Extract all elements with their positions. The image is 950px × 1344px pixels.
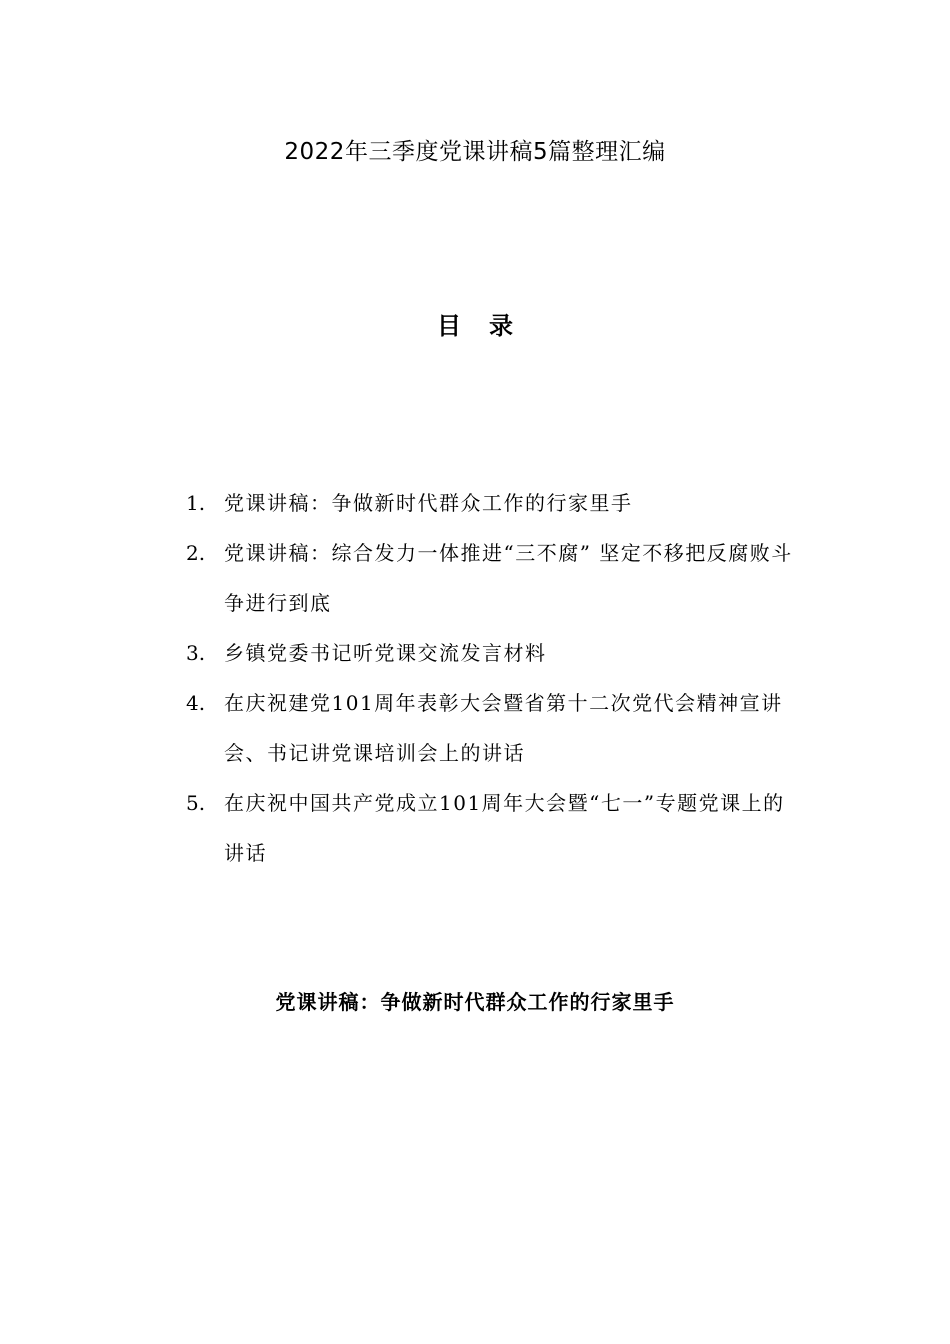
document-title: 2022年三季度党课讲稿5篇整理汇编 xyxy=(284,139,666,165)
toc-item-text: 乡镇党委书记听党课交流发言材料 xyxy=(224,641,547,665)
toc-item-number: 4. xyxy=(186,691,206,715)
toc-item[interactable] xyxy=(186,478,806,528)
table-of-contents xyxy=(186,478,806,878)
toc-item-number: 3. xyxy=(186,641,206,665)
toc-heading: 目录 xyxy=(437,312,541,340)
toc-item-text: 在庆祝建党101周年表彰大会暨省第十二次党代会精神宣讲会、书记讲党课培训会上的讲话 xyxy=(224,691,783,765)
toc-item-text: 在庆祝中国共产党成立101周年大会暨“七一”专题党课上的讲话 xyxy=(224,791,785,865)
toc-item-text: 党课讲稿：综合发力一体推进“三不腐” 坚定不移把反腐败斗争进行到底 xyxy=(224,541,793,615)
toc-item-number: 2. xyxy=(186,541,206,565)
toc-item-number: 5. xyxy=(186,791,206,815)
toc-item[interactable] xyxy=(186,678,806,778)
toc-item-number: 1. xyxy=(186,491,206,515)
toc-item-text: 党课讲稿：争做新时代群众工作的行家里手 xyxy=(224,491,633,515)
section-heading: 党课讲稿：争做新时代群众工作的行家里手 xyxy=(275,990,675,1014)
toc-item[interactable] xyxy=(186,528,806,628)
toc-item[interactable] xyxy=(186,778,806,878)
toc-item[interactable] xyxy=(186,628,806,678)
